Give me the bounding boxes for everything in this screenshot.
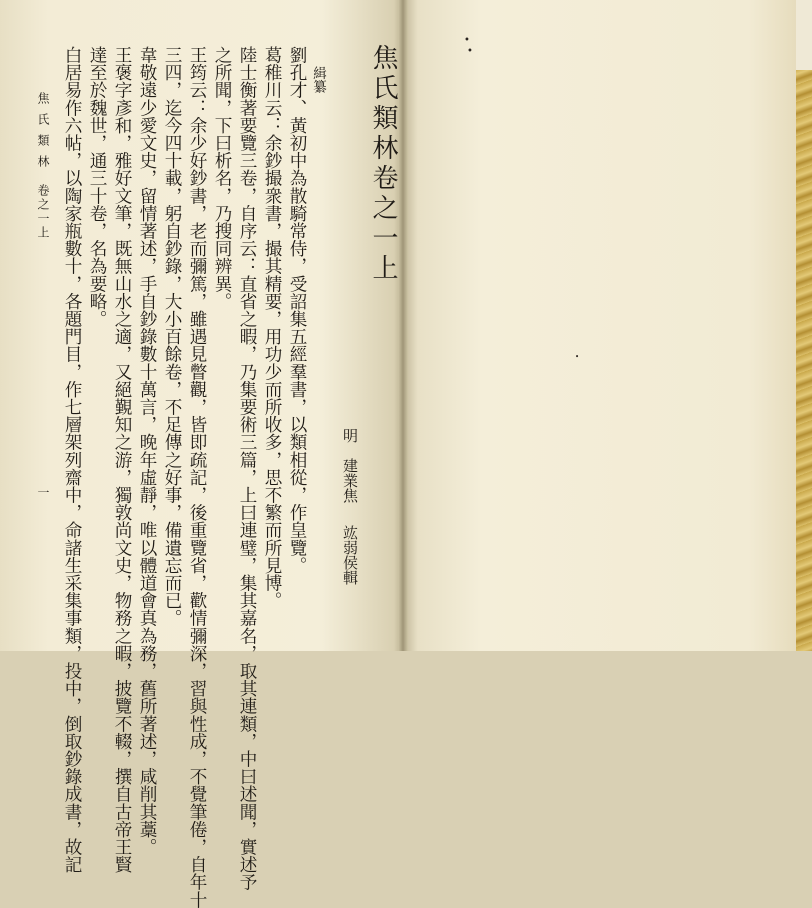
text-column: 韋敬遠少愛文史，留情著述，手自鈔錄數十萬言，晚年虛靜，唯以體道會真為務，舊所著述，咸削其藁。: [137, 46, 157, 856]
ink-speck: •: [575, 353, 580, 361]
page-number: 一: [36, 486, 50, 498]
ink-speck: •: [464, 35, 470, 46]
cover-edge-top: [796, 0, 812, 70]
text-column: 達至於魏世，通三十卷，名為要略。: [87, 46, 107, 328]
text-column: 王筠云：余少好鈔書，老而彌篤，雖遇見瞥觀，皆即疏記，後重覽省，歡情彌深，習與性成，不覺筆倦，自年十: [187, 46, 207, 908]
running-header-volume: 卷之一上: [36, 184, 50, 240]
text-column: 白居易作六帖，以陶家瓶數十，各題門目，作七層架列齋中，命諸生采集事類，投中，倒取鈔錄成書，故記: [62, 46, 82, 874]
text-column: 葛稚川云：余鈔撮衆書，撮其精要，用功少而所收多，思不繁而所見博。: [262, 46, 282, 610]
text-column: 之所聞，下曰析名，乃搜同辨異。: [212, 46, 232, 310]
section-heading: 緝纂: [310, 66, 326, 93]
text-column: 陸士衡著要覽三卷，自序云：直省之暇，乃集要術三篇，上曰連璧，集其嘉名，取其連類，中曰述聞，實述予: [237, 46, 257, 891]
running-header-book: 焦氏類林: [36, 92, 50, 176]
text-column: 王褒字彥和，雅好文筆，既無山水之適，又絕覲知之游，獨敦尚文史，物務之暇，披覽不輟，撰自古帝王賢: [112, 46, 132, 874]
text-column: 三四，迄今四十載，躬自鈔錄，大小百餘卷，不足傳之好事，備遺忘而已。: [162, 46, 182, 627]
book-gutter: [398, 0, 408, 651]
book-title: 焦氏類林卷之一上: [368, 44, 398, 284]
ink-speck: •: [467, 46, 473, 57]
cover-edge: [796, 0, 812, 651]
author-place: 建業焦: [341, 458, 359, 503]
author-dynasty: 明: [341, 428, 359, 443]
author-name: 竑弱侯輯: [341, 525, 359, 585]
text-column: 劉孔才、黃初中為散騎常侍，受詔集五經羣書，以類相從，作皇覽。: [287, 46, 307, 574]
right-page: [402, 0, 796, 651]
